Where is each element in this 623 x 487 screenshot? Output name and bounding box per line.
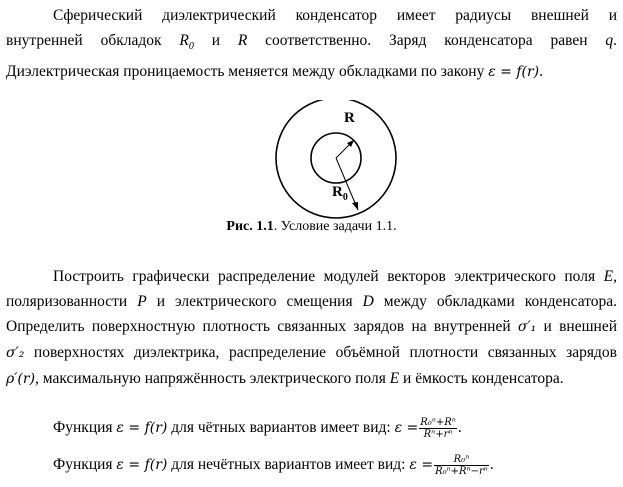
symbol-sigma2: σ′₂	[6, 345, 25, 361]
intro-text: Диэлектрическая проницаемость меняется между обкладками по закону	[6, 63, 489, 81]
caption-text: . Условие задачи 1.1.	[273, 219, 397, 234]
even-formula-line	[53, 415, 462, 441]
even-text: .	[457, 419, 462, 436]
odd-denominator: R₀ⁿ+Rⁿ−rⁿ	[435, 465, 488, 477]
odd-text: .	[489, 456, 494, 473]
law-formula: ε = f(r)	[488, 64, 540, 81]
odd-formula-line	[53, 452, 494, 478]
odd-fraction	[434, 454, 489, 477]
symbol-R0: $R_0$	[179, 32, 194, 53]
intro-line-1: Сферический диэлектрический конденсатор имеет радиусы внешней и	[53, 7, 617, 24]
even-text: Функция	[53, 419, 117, 436]
symbol-D: D	[362, 293, 374, 310]
figure-caption	[0, 219, 623, 235]
task-text: Определить поверхностную плотность связанных зарядов на внутренней	[6, 318, 518, 335]
label-R: R	[344, 110, 355, 126]
task-line-5	[6, 366, 617, 392]
task-text: ,	[613, 268, 617, 285]
caption-label: Рис. 1.1	[226, 219, 274, 234]
symbol-R: R	[237, 32, 248, 49]
symbol-sigma1: σ′₁	[517, 319, 537, 335]
intro-paragraph	[6, 3, 617, 85]
odd-text: для нечётных вариантов имеет вид:	[167, 456, 410, 473]
task-text: и ёмкость конденсатора.	[399, 370, 564, 387]
task-text: и электрического смещения	[146, 293, 363, 310]
intro-text: соответственно. Заряд конденсатора равен	[247, 32, 606, 49]
even-numerator: R₀ⁿ+Rⁿ	[420, 416, 456, 428]
intro-line-3	[6, 59, 617, 85]
intro-text: внутренней обкладок	[6, 32, 180, 49]
even-denominator: Rⁿ+rⁿ	[423, 428, 453, 440]
even-eps: ε =	[394, 420, 419, 436]
symbol-q: q	[605, 32, 614, 49]
task-text: , максимальную напряжённость электрического поля	[35, 370, 390, 387]
arrowhead-outer	[352, 202, 358, 210]
task-paragraph	[6, 264, 617, 392]
label-R0: $R_0$	[332, 184, 348, 203]
intro-text: .	[539, 63, 544, 81]
odd-law: ε = f(r)	[116, 457, 168, 473]
symbol-rho: ρ′(r)	[6, 371, 36, 387]
task-line-2	[6, 289, 617, 314]
task-text: между обкладками конденсатора.	[373, 293, 618, 310]
task-line-3	[6, 314, 617, 340]
capacitor-figure	[256, 100, 416, 220]
odd-text: Функция	[53, 456, 117, 473]
task-line-1	[6, 264, 617, 289]
intro-text: .	[613, 32, 617, 49]
even-fraction	[419, 417, 457, 440]
symbol-E: E	[603, 268, 614, 285]
intro-line-2	[6, 28, 617, 59]
task-line-4	[6, 340, 617, 366]
even-law: ε = f(r)	[116, 420, 168, 436]
task-text: поверхностях диэлектрика, распределение объёмной плотности связанных зарядов	[24, 344, 617, 361]
task-text: поляризованности	[6, 293, 138, 310]
even-text: для чётных вариантов имеет вид:	[167, 419, 395, 436]
intro-text: и	[193, 32, 238, 49]
symbol-P: P	[137, 293, 147, 310]
odd-numerator: R₀ⁿ	[434, 454, 489, 466]
odd-eps: ε =	[409, 457, 434, 473]
task-text: и внешней	[536, 318, 617, 335]
symbol-E: E	[389, 370, 400, 387]
task-text: Построить графически распределение модулей векторов электрического поля	[53, 268, 604, 285]
